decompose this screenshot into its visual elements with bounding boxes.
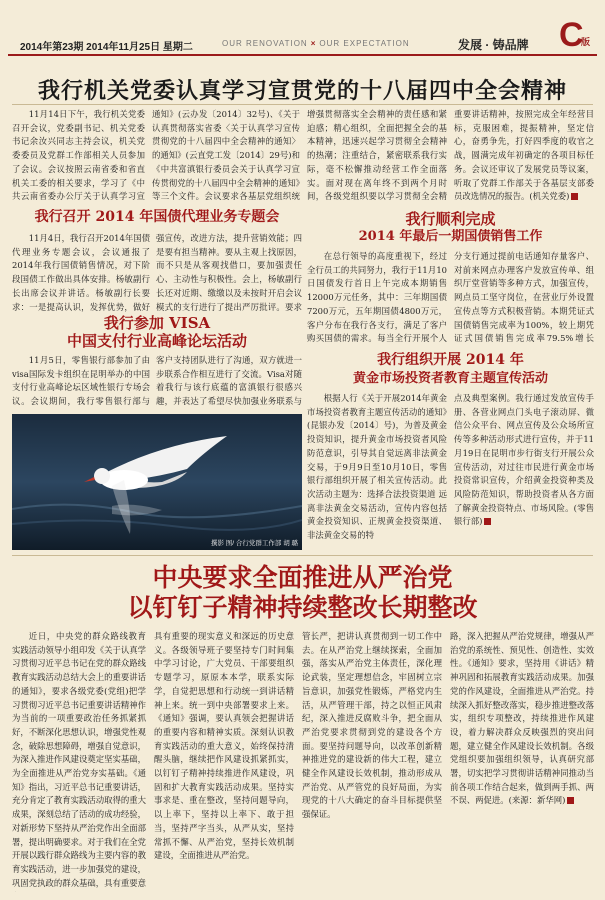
paragraph: 具有重要的现实意义和深远的历史意义。各级领导班子要坚持专门时间集中学习讨论，广大党员、干部要组织专题学习，原原本本学，联系实际学，自觉把思想和行动统一到讲话精神上来。统一到中央部署要求上来。《通知》强调，要认真领会把握讲话的重要内容和精神实质。深刻认识教育实践活动的重大意义，始终保持清醒头脑，继续把作风建设抓紧抓实，以钉钉子精神持续推进作风建设，巩固和扩大教育实践活动成果。坚持实事求是、重在整改，坚持问题导向，以上率下，坚持以上率下、敢于担当，坚持严字当头，从严从实，坚持常抓不懈、从严治党，坚持长效机制建设，全面推进从严治党。	[154, 631, 294, 861]
seagull-illustration	[12, 414, 302, 550]
central-article-col-4	[450, 630, 594, 892]
paragraph: 通知》(云办发〔2014〕32号)、《关于认真贯彻落实省委〈关于认真学习宣传贯彻党的十八届四中全会精神的通知〉的通知》(云直党工发〔2014〕29号)和《中共富滇银行委员会关于认真学习宣传贯彻党的十八届四中全会精神的通知》等三个文件。会议要求各基层党组织统	[152, 109, 300, 202]
bond-article-col-2	[156, 232, 302, 312]
central-article-col-2	[154, 630, 294, 892]
main-article-col-3	[307, 108, 447, 204]
page-logo	[559, 16, 591, 54]
bond-article-col-1	[12, 232, 150, 312]
paragraph: 管长严，把讲认真贯彻到一切工作中去。在从严治党上继续探索，全面加强，落实从严治党主体责任，深化理论武装，坚定理想信念，牢固树立宗旨意识，加强党性锻炼，严格党内生活，从严管理干部，持之以恒正风肃纪，深入推进反腐败斗争，把全面从严治党要求贯彻到党的建设各个方面。要坚持问题导向，以改革创新精神推进党的建设新的伟大工程，建立健全作风建设长效机制，推动形成从严治党、从严管党的良好局面，为实现党的十八大确定的奋斗目标提供坚强保证。	[302, 631, 442, 820]
paragraph: 11月4日，我行召开2014年国债代理业务专题会议，会议通报了2014年我行国债销售情况，对下阶段国债工作做出具体安排。杨敏副行长出席会议并讲话。杨敏副行长要求：一是提高认识，发挥优势，做好	[12, 233, 150, 312]
main-article-col-4	[454, 108, 594, 204]
main-article-col-1	[12, 108, 145, 204]
bond-sales-col-2	[454, 250, 594, 346]
central-headline-line-2: 以钉钉子精神持续整改长期整改	[127, 593, 478, 622]
paragraph: 重要讲话精神，按照完成全年经营目标，克服困难，提振精神，坚定信心，奋勇争先，打好四季度的收官之战，圆满完成年初确定的各项目标任务。会议还审议了发展党员等议案，听取了党群工作部关于各基层支部委员改选情况的报告。(机关党委)	[454, 109, 594, 202]
photo-caption: 撰影 图/ 合行党群工作部 胡 璐	[210, 540, 298, 547]
slogan-separator: ×	[310, 39, 317, 48]
central-article-col-1	[12, 630, 146, 892]
gold-headline-1: 我行组织开展 2014 年	[377, 352, 524, 368]
paragraph: 近日，中央党的群众路线教育实践活动领导小组印发《关于认真学习贯彻习近平总书记在党的群众路线教育实践活动总结大会上的重要讲话的通知》，要求各级党委(党组)把学习贯彻习近平总书记重要讲话精神作为当前的一项重要政治任务抓紧抓好，不断深化思想认识，增强党性观念，破除思想障碍，增强自觉意识，为深入推进作风建设奠定坚实基础，为全面推进从严治党夯实基础。《通知》指出，习近平总书记重要讲话，充分肯定了教育实践活动取得的重大成果，深刻总结了活动的成功经验，对新形势下坚持从严治党作出全面部署，提出明确要求。对于我们在全党开展以践行群众路线为主要内容的教育实践活动，进一步加强党的建设，巩固党执政的群众基础，具有重要意	[12, 631, 146, 888]
paragraph: 客户支持团队进行了沟通，双方就进一步联系合作相互进行了交流。Visa对随着我行与该行底蕴的富滇银行很感兴趣，并表达了希望尽快加强业务联系与	[156, 355, 302, 407]
masthead	[8, 16, 597, 56]
divider	[12, 555, 593, 556]
paragraph: 11月14日下午，我行机关党委召开会议，党委副书记、机关党委书记余汝兴同志主持会议，机关党委委员及党群工作部相关人员参加了会议。会议按照云南省委和省直机关工委的相关要求，学习了《中共云南省委办公厅关于认真学习宣	[12, 109, 145, 202]
central-headline-line-1: 中央要求全面推进从严治党	[152, 563, 453, 592]
bond-meeting-headline: 我行召开 2014 年国债代理业务专题会	[34, 209, 280, 225]
central-article-col-3	[302, 630, 442, 892]
bond-sales-headline-2: 2014 年最后一期国债销售工作	[358, 229, 543, 244]
bond-sales-headline-1: 我行顺利完成	[405, 210, 496, 228]
paragraph: 点及典型案例。我行通过发放宣传手册、各营业网点门头电子滚动屏、微信公众平台、网点宣传及公众场所宣传等多种活动形式进行宣传，并于11月19日在昆明市步行街支行开展公众宣传活动，对过往市民进行黄金市场投资常识宣传，介绍黄金投资种类及风险防范知识，帮助投资者从各方面了解黄金投资特点、市场风险。(零售银行部)	[454, 393, 594, 527]
paragraph: 分支行通过提前电话通知存量客户、对前来网点办理客户发放宣传单、组织厅堂营销等多种方式，加强宣传，网点员工坚守岗位，在营业厅外设置宣传点等方式积极营销。本期凭证式国债销售完成率为100%，较上期凭证式国债销售完成率79.5%增长	[454, 251, 594, 344]
end-mark-icon	[571, 193, 578, 200]
section-title: 发展 · 铸品牌	[458, 38, 529, 52]
gold-article-col-1	[307, 392, 447, 548]
divider	[12, 104, 593, 105]
end-mark-icon	[567, 797, 574, 804]
page-letter: C	[559, 16, 584, 54]
issue-date: 2014年第23期 2014年11月25日 星期二	[20, 42, 193, 53]
visa-article-col-1	[12, 354, 150, 410]
slogan-right: OUR EXPECTATION	[319, 39, 410, 48]
paragraph: 根据人行《关于开展2014年黄金市场投资者教育主题宣传活动的通知》(昆银办发〔2014〕号)，为普及黄金投资知识，提升黄金市场投资者风险防范意识，引导其自觉远离非法黄金交易，于9月9日至10月10日，零售银行部组织开展了相关宣传活动。此次活动主题为：选择合法投资渠道 远离非法黄金交易活动，宣传内容包括黄金投资知识、正规黄金投资渠道、非法黄金交易的特	[307, 393, 447, 541]
main-headline: 我行机关党委认真学习宣贯党的十八届四中全会精神	[37, 78, 567, 104]
visa-headline-2: 中国支付行业高峰论坛活动	[66, 332, 247, 350]
seagull-photo	[12, 414, 302, 550]
paragraph: 强宣传，改进方法，提升营销效能；四是要有担当精神。要从主观上找原因，而不只是从客观找借口，要加强责任心、主动性与积极性。会上，杨敏副行长还对近期、缴缴以及未按时开启会议模式的支行进行了提出严厉批评。要求	[156, 233, 302, 312]
visa-headline-1: 我行参加 VISA	[103, 314, 211, 332]
slogan	[222, 39, 410, 48]
gold-article-col-2	[454, 392, 594, 548]
paragraph: 路，深入把握从严治党规律，增强从严治党的系统性、预见性、创造性、实效性。《通知》要求，坚持用《讲话》精神巩固和拓展教育实践活动成果。加强党的作风建设，全面推进从严治党。持续深入抓好整改落实，稳步推进整改落实，组织专项整改，持续推进作风建设，着力解决群众反映强烈的突出问题，建立健全作风建设长效机制。各级党组织要加强组织领导，认真研究部署，切实把学习贯彻讲话精神同推动当前各项工作结合起来，做到两手抓、两不误、两促进。(来源：新华网)	[450, 631, 594, 806]
main-article-col-2	[152, 108, 300, 204]
bond-sales-col-1	[307, 250, 447, 346]
slogan-left: OUR RENOVATION	[222, 39, 308, 48]
visa-article-col-2	[156, 354, 302, 410]
paragraph: 增强贯彻落实全会精神的责任感和紧迫感；精心组织，全面把握全会的基本精神，迅速兴起学习贯彻全会精神的热潮；注重结合，紧密联系我行实际，毫不松懈推动经营工作全面落实。面对现在离年终不到两个月时间，各级党组织要以学习贯彻全会精	[307, 109, 447, 202]
page-suffix: 版	[581, 38, 591, 48]
paragraph: 在总行领导的高度重视下，经过全行员工的共同努力，我行于11月10日国债发行首日上午完成本期销售12000万元任务，其中：三年期国债7200万元，五年期国债4800万元，客户分布在我行各支行，满足了客户购买国债的需求。每当全行开展个人	[307, 251, 447, 344]
paragraph: 11月5日，零售银行部参加了由visa国际发卡组织在昆明举办的中国支付行业高峰论坛区域性银行专场会议。会议期间，我行零售银行部与	[12, 355, 150, 407]
central-headline	[10, 563, 595, 623]
gold-headline-2: 黄金市场投资者教育主题宣传活动	[352, 371, 548, 386]
end-mark-icon	[484, 518, 491, 525]
